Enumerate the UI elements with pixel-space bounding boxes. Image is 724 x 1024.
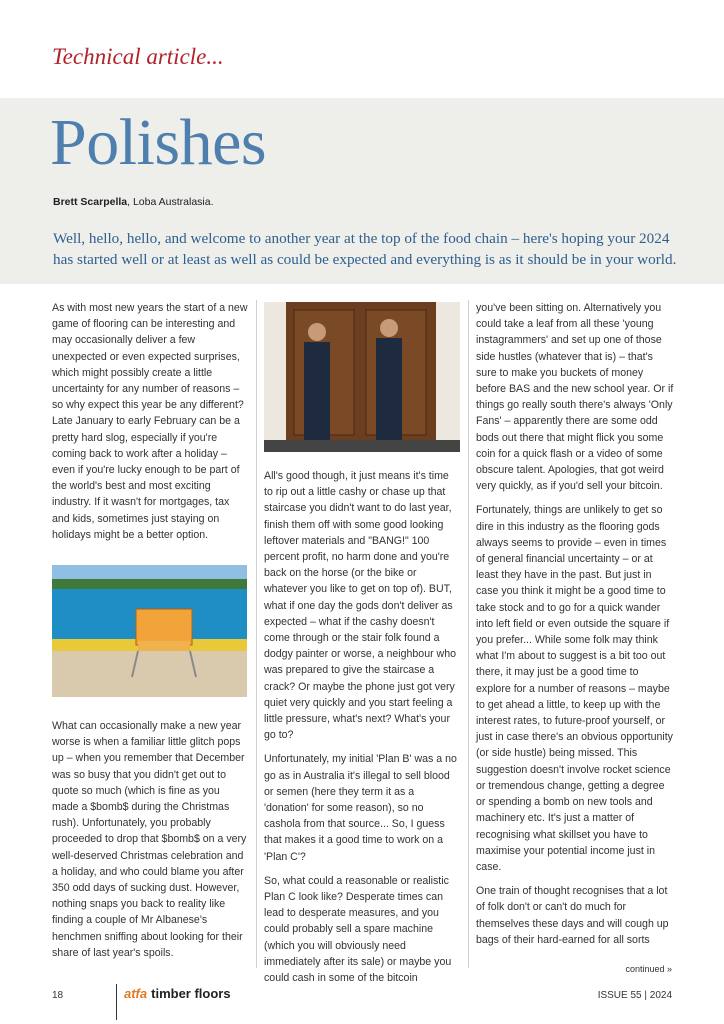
logo-atfa: atfa	[124, 986, 148, 1001]
column-divider	[256, 300, 257, 968]
publication-logo	[124, 986, 231, 1001]
column-1-lower	[52, 718, 248, 969]
column-1	[52, 300, 248, 551]
issue-label: ISSUE 55 | 2024	[597, 990, 672, 1001]
continued-link: continued »	[625, 964, 672, 974]
beach-chair-photo	[52, 565, 247, 697]
section-kicker: Technical article...	[52, 44, 224, 69]
author-name: Brett Scarpella	[53, 196, 128, 208]
paragraph: Fortunately, things are unlikely to get so dire in this industry as the flooring gods always seems to provide – even in times of general financial uncertainty – or at least they have in the past. But just in case you think it might be a good time to take stock and to go for a quick wander into left field or even outside the square if you prefer... While some folk may think what I'm about to suggest is a bit too out there, it may just be a good time to explore for a number of reasons – maybe to get ahead a little, to keep up with the interest rates, to future-proof yourself, or just in case there's an obvious opportunity (or side hustle) being missed. This suggestion doesn't involve rocket science or tremendous change, getting a degree or spending a bomb on new tools and machinery etc. It's just a matter of recognising what skillset you have to maximise your potential income just in case.	[476, 504, 673, 873]
footer-divider	[116, 984, 117, 1020]
paragraph: Unfortunately, my initial 'Plan B' was a no go as in Australia it's illegal to sell blood or semen (here they term it as a 'donation' for some reason), so no cashola from that source... So, I guess that makes it a good time to work on a 'Plan C'?	[264, 753, 457, 863]
column-2	[264, 468, 460, 994]
column-3	[476, 300, 676, 956]
byline	[53, 196, 214, 208]
article-title: Polishes	[50, 106, 267, 179]
column-divider	[468, 300, 469, 968]
page-number: 18	[52, 990, 64, 1001]
paragraph: you've been sitting on. Alternatively you could take a leaf from all these 'young instagrammers' and set up one of those side hustles (whatever that is) – that's sure to make you buckets of money before BAS and the new school year. Or if things go really south there's always 'Only Fans' – apparently there are some odd bods out there that might flick you some coin for a quick flash or a video of some obscure talent. Apologies, that got weird very quickly, as if you'd sell your bitcoin.	[476, 302, 674, 493]
paragraph: One train of thought recognises that a lot of folk don't or can't do much for themselves these days and will cough up bags of their hard-earned for all sorts	[476, 885, 669, 946]
standfirst: Well, hello, hello, and welcome to another year at the top of the food chain – here's hoping your 2024 has started well or at least as well as could be expected and everything is as it should be in your world.	[53, 230, 677, 268]
police-at-door-photo	[264, 302, 460, 452]
paragraph: All's good though, it just means it's time to rip out a little cashy or chase up that staircase you didn't want to do last year, finish them off with some good looking leftover materials and "BANG!" 100 percent profit, no harm done and you're back on the horse (or the bike or whatever you like to get on top of). BUT, what if one day the gods don't deliver as expected – what if the cashy doesn't come through or the stair folk found a dodgy painter or worse, a neighbour who was prepared to give the staircase a crack? Or maybe the phone just got very quiet very quickly and you start feeling a little pressure, what's next? What's your go to?	[264, 470, 456, 742]
paragraph: As with most new years the start of a new game of flooring can be interesting and may occasionally deliver a few unexpected or even expected surprises, which might possibly create a little uncertainty for any number of reasons – so why expect this year be any different? Late January to early February can be a pretty hard slog, especially if you're coming back to work after a holiday – even if you're lucky enough to be part of the world's best and most exciting industry. If it wasn't for mortgages, tax and kids, sometimes just staying on holidays might be a better option.	[52, 302, 248, 541]
paragraph: So, what could a reasonable or realistic Plan C look like? Desperate times can lead to desperate measures, and you could probably sell a spare machine (which you will obviously need immediately after its sale) or maybe you could cash in some of the bitcoin	[264, 874, 452, 985]
logo-timber-floors: timber floors	[151, 986, 231, 1001]
paragraph: What can occasionally make a new year worse is when a familiar little glitch pops up – when you remember that December was so busy that you didn't get out to quote so much (which is fine as you made a $bomb$ during the Christmas rush). Unfortunately, you probably proceeded to drop that $bomb$ on a very well-deserved Christmas celebration and a holiday, and who could blame you after 350 odd days of sucking dust. However, nothing snaps you back to reality like finding a couple of Mr Albanese's henchmen sniffing about looking for their share of last year's spoils.	[52, 720, 247, 959]
author-affiliation: , Loba Australasia.	[127, 196, 214, 208]
